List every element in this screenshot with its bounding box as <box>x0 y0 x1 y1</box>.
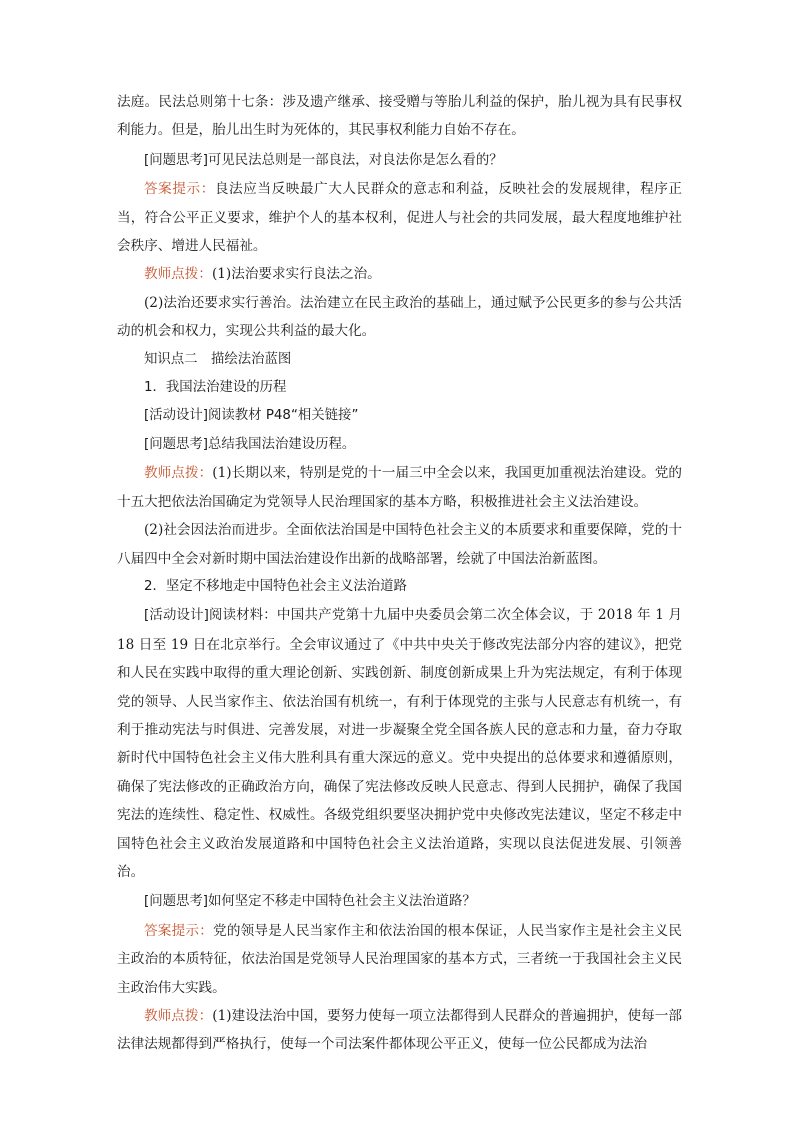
answer-hint-road <box>117 917 682 1002</box>
teacher-tip-label: 教师点拨： <box>144 465 213 482</box>
question-think-history: [问题思考]总结我国法治建设历程。 <box>144 436 356 452</box>
answer-hint-label: 答案提示： <box>144 181 215 198</box>
paragraph-civil-law-article: 法庭。民法总则第十七条：涉及遗产继承、接受赠与等胎儿利益的保护，胎儿视为具有民事权利能力。但是，胎儿出生时为死体的，其民事权利能力自始不存在。 <box>117 94 682 139</box>
teacher-tip-text: (1)法治要求实行良法之治。 <box>211 266 381 283</box>
teacher-tip-text: (1)长期以来，特别是党的十一届三中全会以来，我国更加重视法治建设。党的十五大把依法治国确定为党领导人民治理国家的基本方略，积极推进社会主义法治建设。 <box>117 465 682 510</box>
answer-hint-label: 答案提示： <box>144 922 214 939</box>
subheading-socialist-rule-of-law-road: 2．坚定不移地走中国特色社会主义法治道路 <box>144 578 407 594</box>
question-think-road: [问题思考]如何坚定不移走中国特色社会主义法治道路？ <box>144 894 476 910</box>
answer-hint-text: 良法应当反映最广大人民群众的意志和利益，反映社会的发展规律，程序正当，符合公平正义要求，维护个人的基本权利，促进人与社会的共同发展，最大程度地维护社会秩序、增进人民福祉。 <box>117 181 683 255</box>
teacher-tip-road <box>117 1002 682 1059</box>
activity-design-reading: [活动设计]阅读教材 P48“相关链接” <box>144 408 359 424</box>
subheading-history: 1．我国法治建设的历程 <box>144 380 287 396</box>
teacher-tip-text: (1)建设法治中国，要努力使每一项立法都得到人民群众的普遍拥护，使每一部法律法规都得到严格执行，使每一个司法案件都体现公平正义，使每一位公民都成为法治 <box>117 1008 682 1053</box>
paragraph-blueprint: (2)社会因法治而进步。全面依法治国是中国特色社会主义的本质要求和重要保障，党的十八届四中全会对新时期中国法治建设作出新的战略部署，绘就了中国法治新蓝图。 <box>117 522 682 567</box>
paragraph-good-governance: (2)法治还要求实行善治。法治建立在民主政治的基础上，通过赋予公民更多的参与公共活动的机会和权力，实现公共利益的最大化。 <box>117 294 682 340</box>
activity-design-material <box>117 601 682 886</box>
question-think-good-law: [问题思考]可见民法总则是一部良法，对良法你是怎么看的？ <box>144 152 503 168</box>
activity-design-text: 中国共产党第十九届中央委员会第二次全体会议，于 2018 年 1 月 18 日至 19 日在北京举行。全会审议通过了《中共中央关于修改宪法部分内容的建议》，把党和人民在实践中取得的重大理论创新、实践创新、制度创新成果上升为宪法规定，有利于体现党的领导、人民当家作主、依法治国有机统一，有利于体现党的主张与人民意志有机统一，有利于推动宪法与时俱进、完善发展，对进一步凝聚全党全国各族人民的意志和力量，奋力夺取新时代中国特色社会主义伟大胜利具有重大深远的意义。党中央提出的总体要求和遵循原则，确保了宪法修改的正确政治方向，确保了宪法修改反映人民意志、得到人民拥护，确保了我国宪法的连续性、稳定性、权威性。各级党组织要坚决拥护党中央修改宪法建议，坚定不移走中国特色社会主义政治发展道路和中国特色社会主义法治道路，实现以良法促进发展、引领善治。 <box>117 607 682 880</box>
answer-hint-good-law <box>117 175 682 260</box>
answer-hint-text: 党的领导是人民当家作主和依法治国的根本保证，人民当家作主是社会主义民主政治的本质特征，依法治国是党领导人民治理国家的基本方式，三者统一于我国社会主义民主政治伟大实践。 <box>117 922 683 996</box>
teacher-tip-history <box>117 459 682 516</box>
document-body <box>117 88 682 1059</box>
teacher-tip-good-law <box>117 260 682 288</box>
section-heading-knowledge-point-two: 知识点二 描绘法治蓝图 <box>144 351 292 367</box>
teacher-tip-label: 教师点拨： <box>144 266 212 283</box>
activity-design-label: [活动设计]阅读材料： <box>144 608 277 624</box>
teacher-tip-label: 教师点拨： <box>144 1008 213 1024</box>
